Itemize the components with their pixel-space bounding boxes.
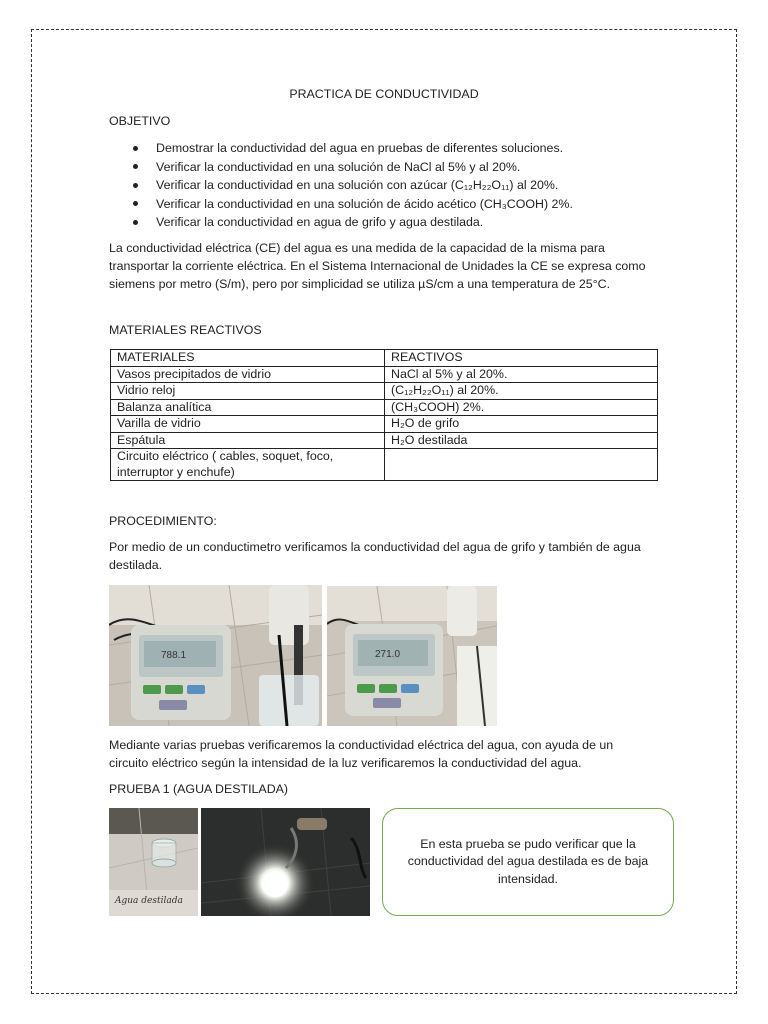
objective-item: Demostrar la conductividad del agua en pruebas de diferentes soluciones.: [109, 139, 573, 158]
intro-paragraph: La conductividad eléctrica (CE) del agua es una medida de la capacidad de la misma para transportar la corriente eléctrica. En el Sistema Internacional de Unidades la CE se expresa como siemens por metro (S/m), pero por simplicidad se utiliza µS/cm a una temperatura de 25°C.: [109, 241, 646, 291]
table-cell: H₂O destilada: [385, 432, 658, 449]
conductivity-meter-photo-graphic: [327, 586, 497, 726]
objective-item: Verificar la conductividad en una solución con azúcar (C₁₂H₂₂O₁₁) al 20%.: [109, 176, 573, 195]
objective-heading: OBJETIVO: [109, 114, 171, 128]
conductivity-meter-photo-graphic: [109, 585, 322, 726]
table-cell: Espátula: [111, 432, 385, 449]
table-cell: Vidrio reloj: [111, 383, 385, 400]
table-cell: H₂O de grifo: [385, 416, 658, 433]
conductivity-meter-photo: [327, 586, 497, 726]
table-cell: (CH₃COOH) 2%.: [385, 399, 658, 416]
table-row: [111, 416, 658, 433]
table-row: [111, 383, 658, 400]
meter-reading: 788.1: [161, 650, 187, 661]
table-cell: NaCl al 5% y al 20%.: [385, 366, 658, 383]
objective-item: Verificar la conductividad en agua de grifo y agua destilada.: [109, 213, 573, 232]
procedure-heading: PROCEDIMIENTO:: [109, 514, 217, 528]
table-row: [111, 399, 658, 416]
conductivity-meter-photo: [109, 585, 322, 726]
materials-table: [110, 349, 658, 481]
materials-heading: MATERIALES REACTIVOS: [109, 323, 262, 337]
table-cell: Vasos precipitados de vidrio: [111, 366, 385, 383]
test1-callout: [382, 808, 674, 916]
table-cell: Varilla de vidrio: [111, 416, 385, 433]
table-row: [111, 449, 658, 481]
document-title: PRACTICA DE CONDUCTIVIDAD: [289, 87, 479, 101]
table-cell: (C₁₂H₂₂O₁₁) al 20%.: [385, 383, 658, 400]
test1-callout-text: En esta prueba se pudo verificar que la conductividad del agua destilada es de baja intensidad.: [407, 836, 649, 886]
lit-bulb-photo: [201, 808, 370, 916]
table-cell: Circuito eléctrico ( cables, soquet, foco, interruptor y enchufe): [111, 449, 385, 481]
objectives-list: [109, 139, 573, 232]
table-row: [111, 432, 658, 449]
table-header-cell: MATERIALES: [111, 350, 385, 367]
distilled-water-beaker-photo: [109, 808, 198, 916]
bulb-photo-graphic: [201, 808, 370, 916]
procedure-paragraph: Por medio de un conductimetro verificamos la conductividad del agua de grifo y también de agua destilada.: [109, 540, 641, 572]
objective-item: Verificar la conductividad en una solución de NaCl al 5% y al 20%.: [109, 158, 573, 177]
table-header-row: [111, 350, 658, 367]
meter-reading: 271.0: [375, 649, 401, 660]
table-cell: Balanza analítica: [111, 399, 385, 416]
objective-item: Verificar la conductividad en una solución de ácido acético (CH₃COOH) 2%.: [109, 195, 573, 214]
test1-heading: PRUEBA 1 (AGUA DESTILADA): [109, 782, 289, 796]
table-header-cell: REACTIVOS: [385, 350, 658, 367]
table-row: [111, 366, 658, 383]
photo-handwritten-label: Agua destilada: [115, 896, 183, 906]
tests-paragraph: Mediante varias pruebas verificaremos la conductividad eléctrica del agua, con ayuda de un circuito eléctrico según la intensidad de la luz verificaremos la conductividad del agua.: [109, 738, 614, 770]
table-cell: [385, 449, 658, 481]
